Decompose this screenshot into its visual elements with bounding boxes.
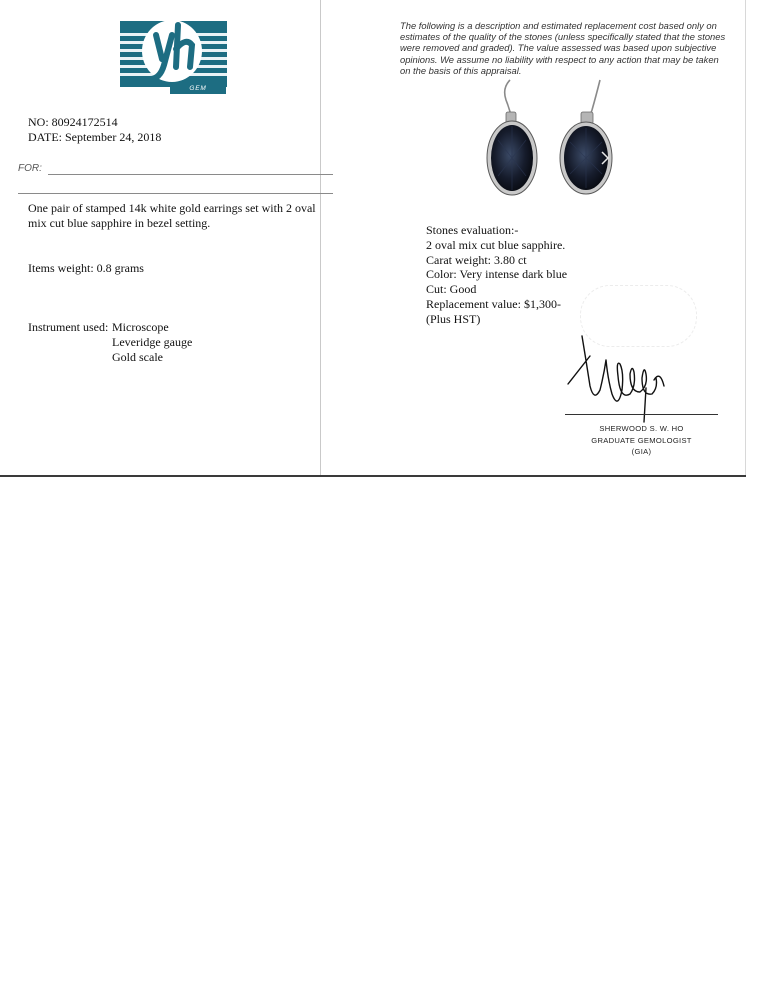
stones-evaluation — [426, 223, 567, 327]
appraisal-card — [0, 0, 746, 476]
card-right-edge — [745, 0, 746, 476]
stones-heading: Stones evaluation:- — [426, 223, 519, 237]
disclaimer-text: The following is a description and estimated replacement cost based only on estimates of the quality of the stones (unless specifically stated that the stones were removed and graded). The value assessed was based upon subjective opinions. We assume no liability with respect to any action that may be taken on the basis of this appraisal. — [400, 20, 726, 76]
for-divider — [18, 193, 333, 194]
for-underline — [48, 174, 333, 175]
fold-line — [320, 0, 321, 476]
signatory-name: SHERWOOD S. W. HO — [599, 424, 684, 433]
stones-type: 2 oval mix cut blue sapphire. — [426, 237, 566, 252]
stone-color: Color: Very intense dark blue — [426, 267, 568, 282]
instrument-item: Leveridge gauge — [112, 335, 193, 349]
stone-cut: Cut: Good — [426, 282, 477, 297]
items-weight: Items weight: 0.8 grams — [28, 261, 144, 275]
item-description: One pair of stamped 14k white gold earrings set with 2 oval mix cut blue sapphire in bezel setting. — [28, 201, 316, 230]
earrings-photo — [478, 80, 628, 205]
appraisal-date: DATE: September 24, 2018 — [28, 130, 162, 144]
logo-monogram — [120, 21, 227, 87]
replacement-value: Replacement value: $1,300- — [426, 296, 561, 311]
instrument-label: Instrument used: — [28, 320, 109, 334]
appraisal-number: NO: 80924172514 — [28, 115, 118, 129]
tax-note: (Plus HST) — [426, 311, 481, 326]
instrument-item: Gold scale — [112, 350, 163, 364]
signature — [560, 330, 690, 430]
card-bottom-edge — [0, 475, 746, 477]
for-label: FOR: — [18, 163, 42, 174]
signature-line — [565, 414, 718, 415]
logo-caption: GEM SERVICES — [170, 83, 226, 94]
signatory-title: GRADUATE GEMOLOGIST — [591, 436, 692, 445]
yh-gem-services-logo — [120, 21, 227, 103]
signatory-org: (GIA) — [631, 447, 652, 456]
carat-weight: Carat weight: 3.80 ct — [426, 252, 527, 267]
instrument-item: Microscope — [112, 320, 169, 334]
